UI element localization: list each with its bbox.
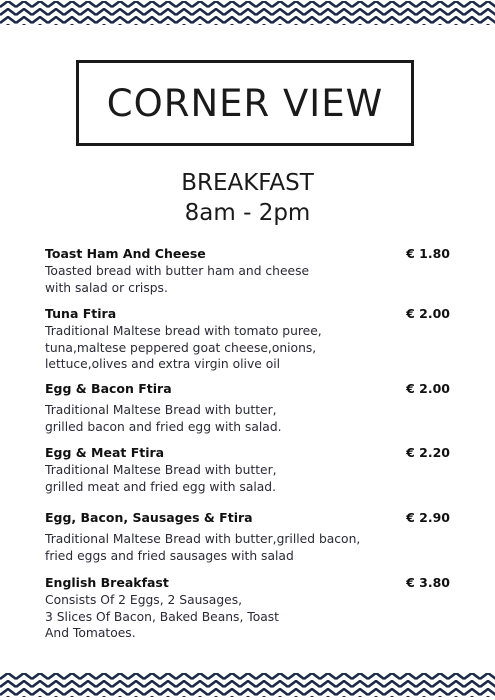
menu-item-price: € 1.80 [406,246,450,261]
restaurant-name: CORNER VIEW [106,81,384,125]
menu-item-description: Traditional Maltese Bread with butter,grilled bacon, fried eggs and fried sausages with salad [45,532,361,563]
menu-item-name: Egg, Bacon, Sausages & Ftira [45,510,253,525]
menu-item-description: Traditional Maltese Bread with butter, grilled bacon and fried egg with salad. [45,403,282,434]
menu-item-description: Traditional Maltese bread with tomato puree, tuna,maltese peppered goat cheese,onions, lettuce,olives and extra virgin olive oil [45,324,322,371]
chevron-pattern-bottom [0,672,495,698]
menu-item-price: € 2.90 [406,510,450,525]
menu-item-name: Toast Ham And Cheese [45,246,206,261]
opening-hours: 8am - 2pm [184,200,311,226]
menu-item [45,510,455,564]
chevron-border-bottom [0,672,495,698]
menu-item [45,246,455,296]
chevron-pattern-top [0,0,495,26]
menu-item-price: € 3.80 [406,575,450,590]
menu-item-description: Toasted bread with butter ham and cheese with salad or crisps. [45,264,310,295]
menu-item [45,306,455,373]
menu-item-price: € 2.20 [406,445,450,460]
menu-item-price: € 2.00 [406,306,450,321]
menu-item-price: € 2.00 [406,381,450,396]
menu-item [45,575,455,642]
menu-item [45,445,455,495]
menu-item-description: Consists Of 2 Eggs, 2 Sausages, 3 Slices Of Bacon, Baked Beans, Toast And Tomatoes. [45,593,279,640]
chevron-border-top [0,0,495,26]
menu-item-description: Traditional Maltese Bread with butter, grilled meat and fried egg with salad. [45,463,277,494]
menu-item-name: Tuna Ftira [45,306,117,321]
menu-item-name: Egg & Bacon Ftira [45,381,172,396]
menu-item-name: English Breakfast [45,575,169,590]
restaurant-title-box [76,60,414,146]
section-title: BREAKFAST [181,170,314,196]
menu-item [45,381,455,435]
menu-item-name: Egg & Meat Ftira [45,445,165,460]
